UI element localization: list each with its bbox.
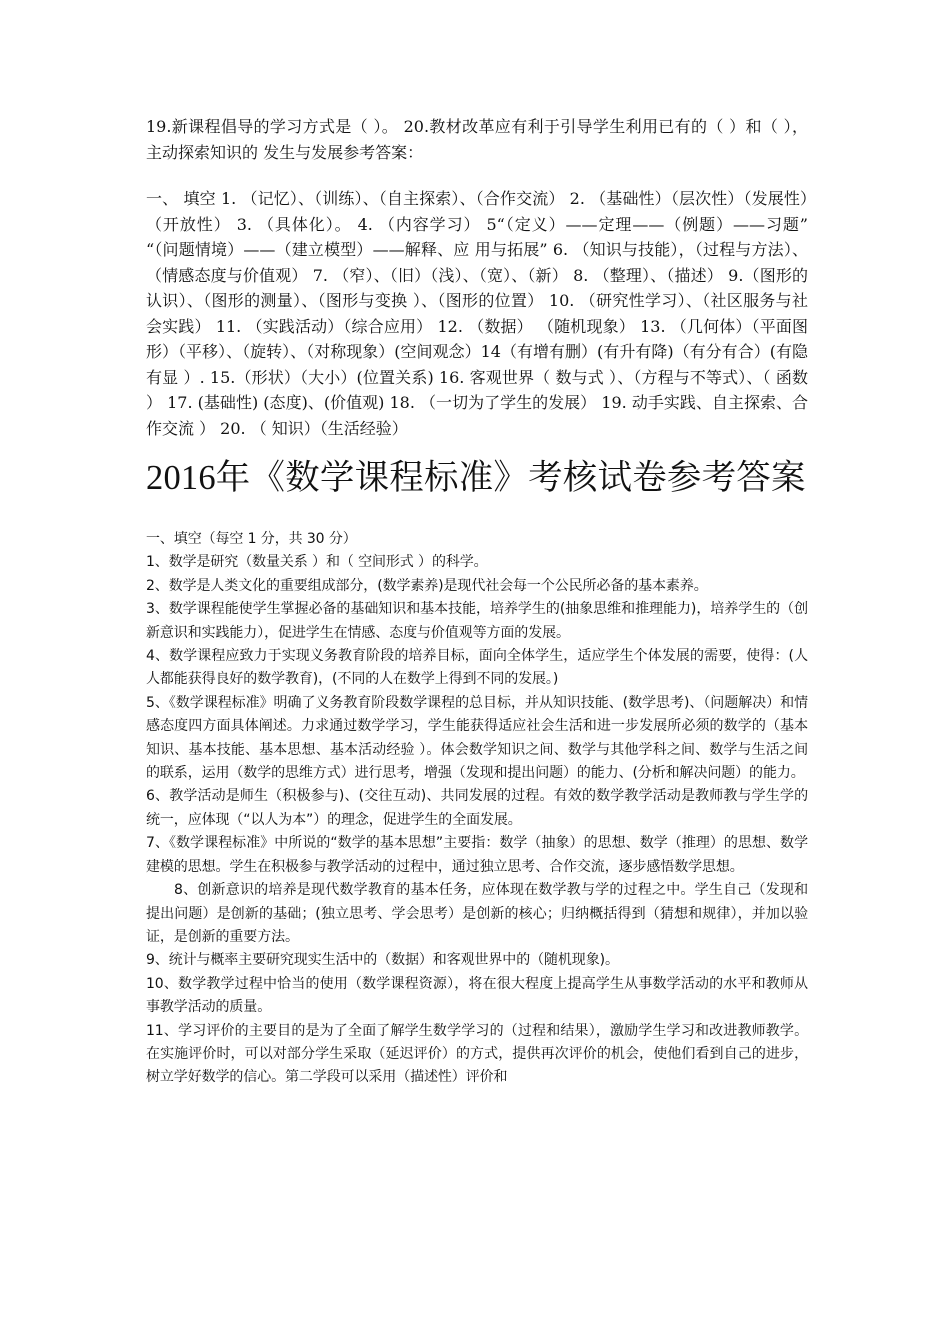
answer-item-4: 4、数学课程应致力于实现义务教育阶段的培养目标，面向全体学生，适应学生个体发展的需要，使得：(人人都能获得良好的数学教育)，(不同的人在数学上得到不同的发展。) (146, 648, 808, 688)
answer-item-1: 1、数学是研究（数量关系 ）和（ 空间形式 ）的科学。 (146, 554, 488, 571)
answer-section (146, 528, 808, 1090)
questions-19-20-paragraph: 19.新课程倡导的学习方式是（ ）。 20.教材改革应有利于引导学生利用已有的（ ）和（ ），主动探索知识的 发生与发展参考答案： (146, 117, 808, 162)
answer-item-7: 7、《数学课程标准》中所说的“数学的基本思想”主要指：数学（抽象）的思想、数学（推理）的思想、数学建模的思想。学生在积极参与教学活动的过程中，通过独立思考、合作交流，逐步感悟数学思想。 (146, 835, 808, 875)
answer-item-2: 2、数学是人类文化的重要组成部分，(数学素养)是现代社会每一个公民所必备的基本素养。 (146, 577, 708, 594)
exam-title: 2016年《数学课程标准》考核试卷参考答案 (146, 459, 806, 497)
answer-item-8: 8、创新意识的培养是现代数学教育的基本任务，应体现在数学教与学的过程之中。学生自己（发现和提出问题）是创新的基础；(独立思考、学会思考）是创新的核心；归纳概括得到（猜想和规律），并加以验证，是创新的重要方法。 (146, 882, 808, 945)
answer-item-5: 5、《数学课程标准》明确了义务教育阶段数学课程的总目标，并从知识技能、(数学思考)、（问题解决）和情感态度四方面具体阐述。力求通过数学学习，学生能获得适应社会生活和进一步发展所必须的数学的（基本知识、基本技能、基本思想、基本活动经验 ）。体会数学知识之间、数学与其他学科之间、数学与生活之间的联系，运用（数学的思维方式）进行思考，增强（发现和提出问题）的能力、(分析和解决问题）的能力。 (146, 694, 808, 782)
document-page (146, 114, 808, 1090)
fill-in-answers-paragraph: 一、 填空 1. （记忆）、（训练）、（自主探索）、（合作交流） 2. （基础性）（层次性）（发展性）（开放性） 3. （具体化）。 4. （内容学习） 5“（定义）——定理——（例题）——习题” “（问题情境）——（建立模型）——解释、应 用与拓展” 6. （知识与技能），（过程与方法）、（情感态度与价值观） 7. （窄）、（旧）（浅）、（宽）、（新） 8. （整理）、（描述） 9.（图形的认识）、（图形的测量）、（图形与变换 ）、（图形的位置） 10. （研究性学习）、（社区服务与社会实践） 11. （实践活动）（综合应用） 12. （数据） （随机现象） 13. （几何体）（平面图形）（平移）、（旋转）、（对称现象）(空间观念）14（有增有删）(有升有降)（有分有合）(有隐有显 ）. 15.（形状）（大小）(位置关系) 16. 客观世界（ 数与式 ）、（方程与不等式）、（ 函数 ） 17. (基础性) (态度)、(价值观) 18. （一切为了学生的发展） 19. 动手实践、自主探索、合作交流 ） 20. （ 知识）（生活经验） (146, 189, 808, 438)
answer-item-10: 10、数学教学过程中恰当的使用（数学课程资源），将在很大程度上提高学生从事数学活动的水平和教师从事教学活动的质量。 (146, 975, 808, 1016)
answer-item-6: 6、教学活动是师生（积极参与)、(交往互动)、共同发展的过程。有效的数学教学活动是教师教与学生学的统一，应体现（“以人为本”）的理念，促进学生的全面发展。 (146, 788, 808, 828)
previous-answers-block (146, 114, 808, 441)
answer-item-11: 11、学习评价的主要目的是为了全面了解学生数学学习的（过程和结果），激励学生学习和改进教师教学。在实施评价时，可以对部分学生采取（延迟评价）的方式，提供再次评价的机会，使他们看到自己的进步，树立学好数学的信心。第二学段可以采用（描述性）评价和 (146, 1022, 808, 1086)
section-heading: 一、填空（每空 1 分，共 30 分） (146, 531, 357, 547)
answer-item-9: 9、统计与概率主要研究现实生活中的（数据）和客观世界中的（随机现象)。 (146, 952, 619, 969)
answer-item-3: 3、数学课程能使学生掌握必备的基础知识和基本技能，培养学生的(抽象思维和推理能力)，培养学生的（创新意识和实践能力），促进学生在情感、态度与价值观等方面的发展。 (146, 601, 808, 641)
